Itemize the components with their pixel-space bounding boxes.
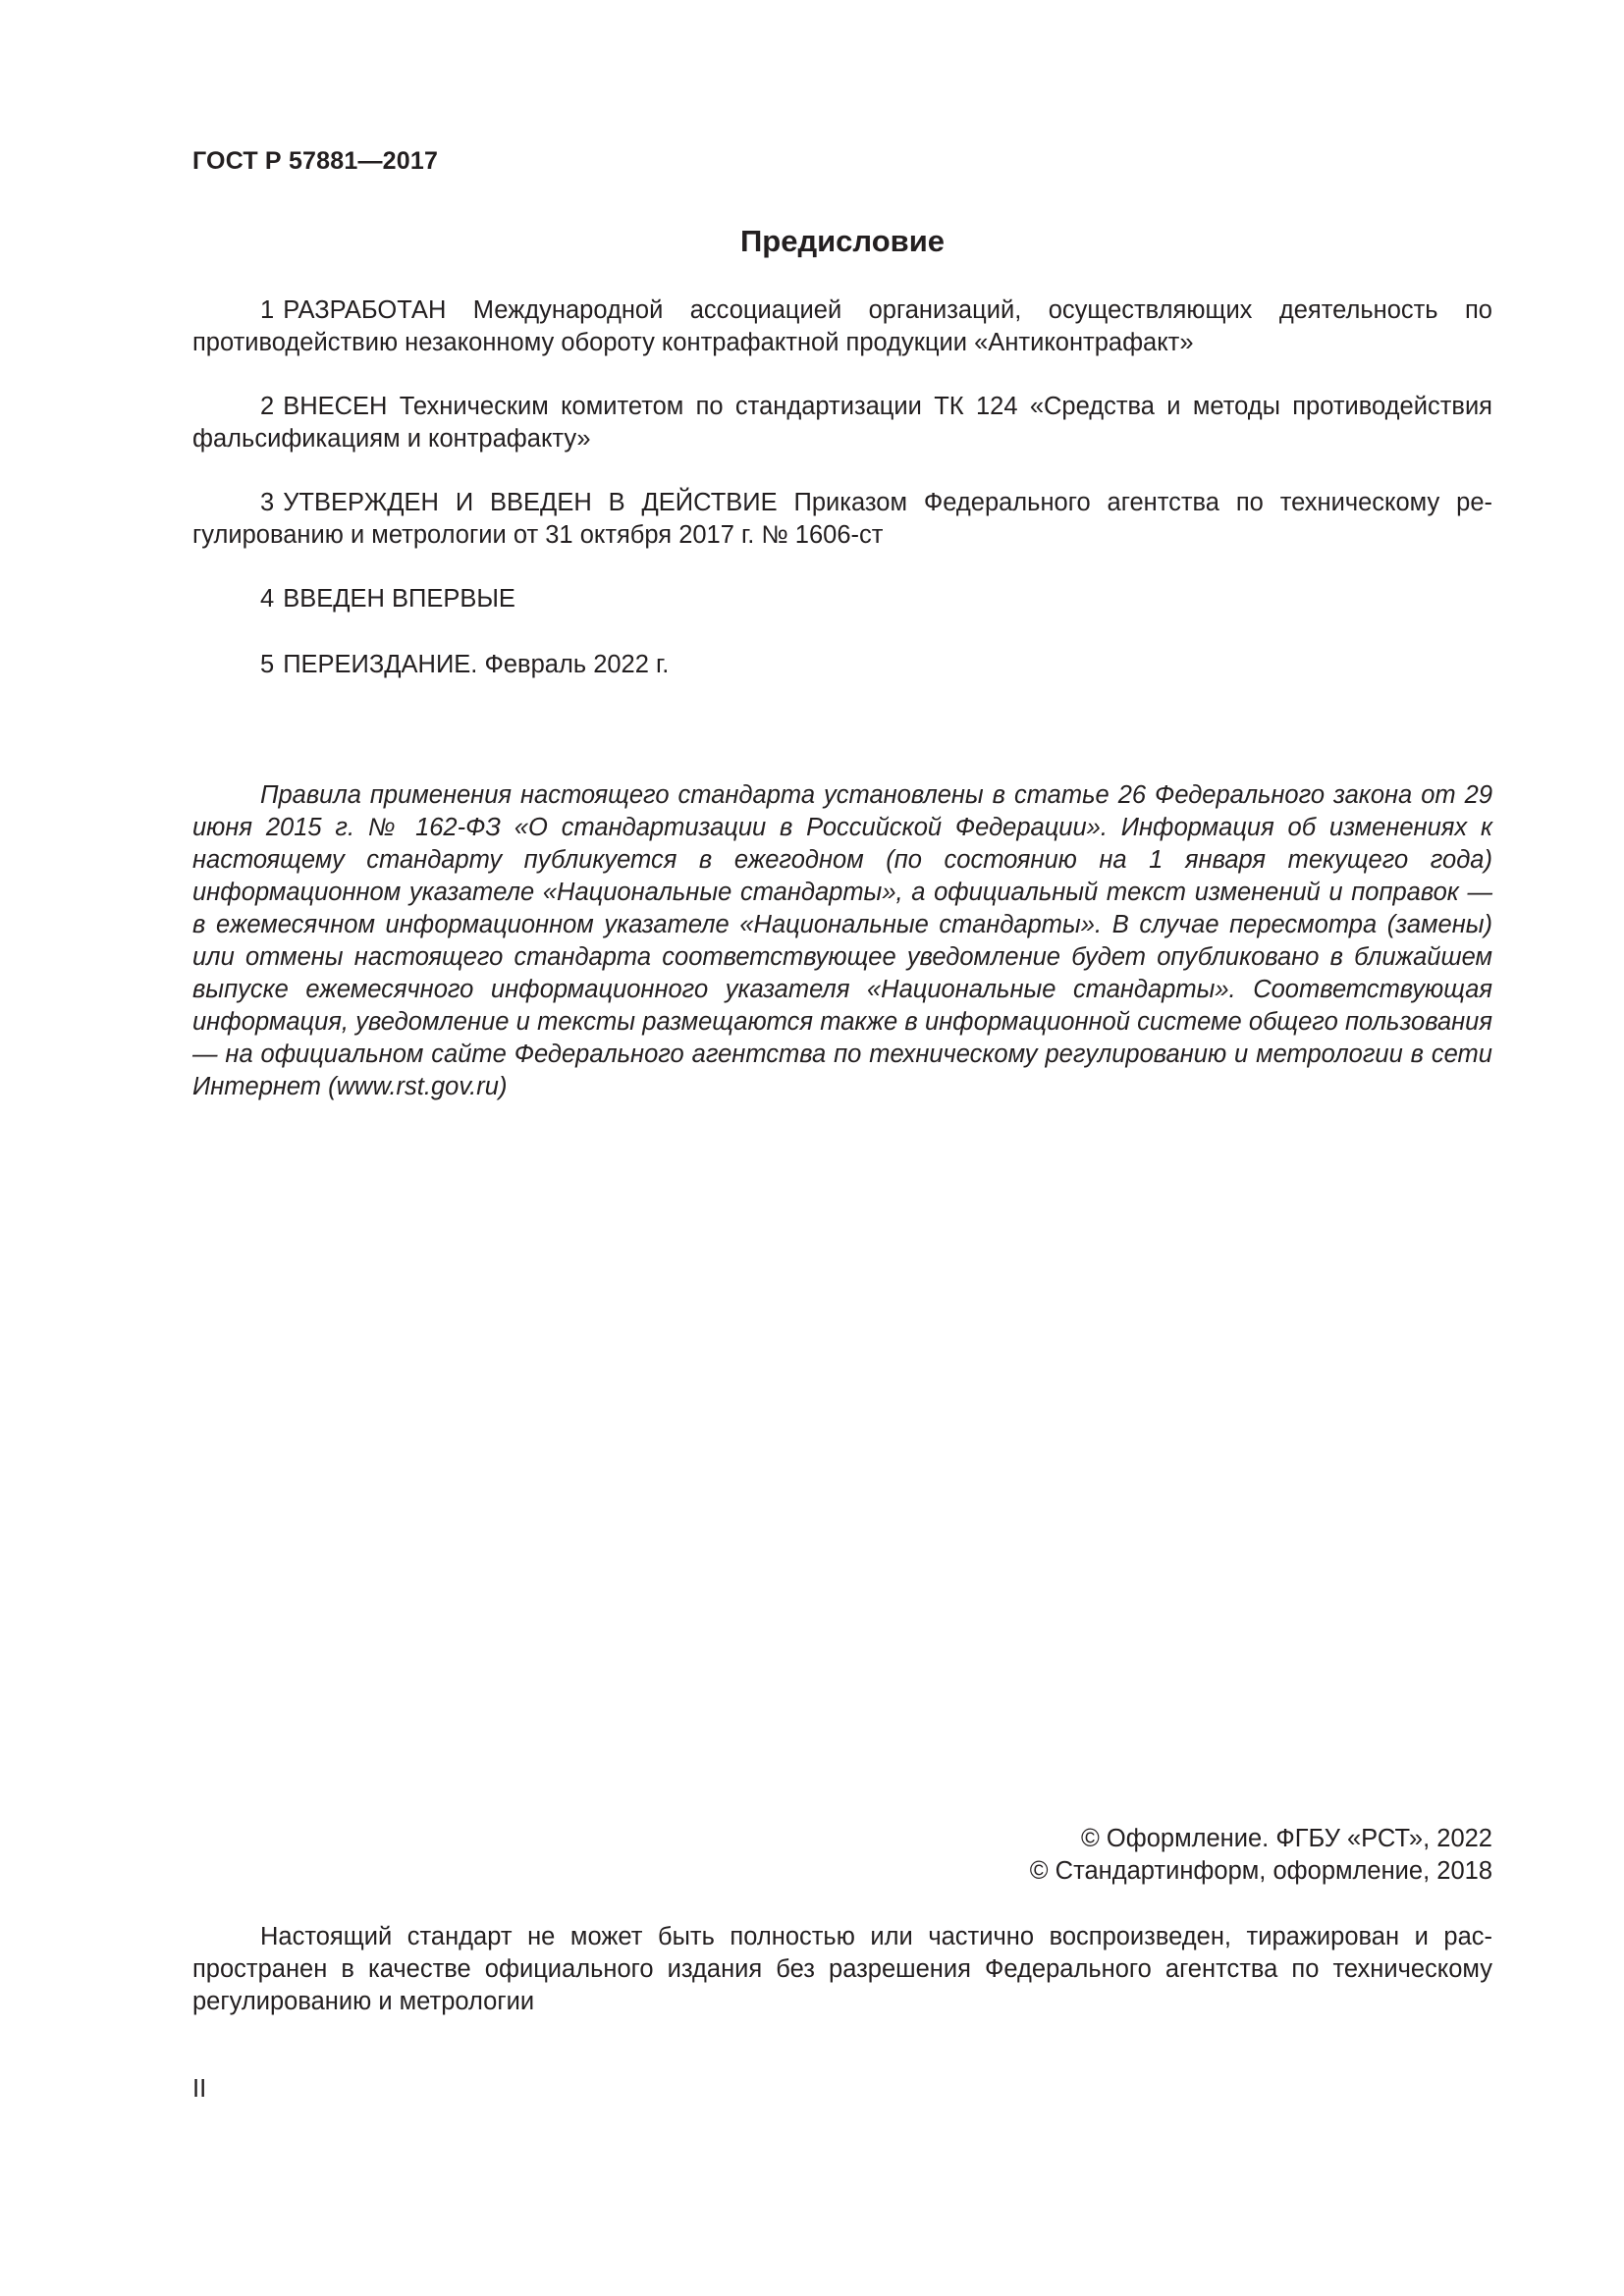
page-title: Предисловие (739, 224, 945, 258)
foreword-item-2 (192, 391, 1492, 455)
item-text: РАЗРАБОТАН Международной ассоциацией организаций, осуществляющих деятельность по противодействию незаконному обороту контрафактной продукции «Антиконтрафакт» (192, 296, 1492, 356)
foreword-item-3 (192, 487, 1492, 552)
item-number: 3 (260, 489, 275, 516)
foreword-item-4 (192, 583, 1492, 615)
item-number: 4 (260, 585, 275, 613)
item-number: 5 (260, 651, 275, 678)
copyright-line-1: © Оформление. ФГБУ «РСТ», 2022 (1081, 1825, 1492, 1852)
reproduction-notice: Настоящий стандарт не может быть полностью или частично воспроизведен, тиражирован и распространен в качестве официального издания без разрешения Федерального агентства по техническому регулированию и метрологии (192, 1923, 1492, 2015)
item-text: ПЕРЕИЗДАНИЕ. Февраль 2022 г. (283, 651, 670, 678)
copyright-line-2: © Стандартинформ, оформление, 2018 (1029, 1857, 1492, 1885)
item-number: 1 (260, 296, 275, 324)
page-number: II (192, 2075, 207, 2103)
item-text: ВВЕДЕН ВПЕРВЫЕ (283, 585, 515, 613)
application-rules-note: Правила применения настоящего стандарта установлены в статье 26 Федерального закона от 29 июня 2015 г. № 162-ФЗ «О стандартизации в Российской Федерации». Информация об изменениях к настоящему стандарту публикуется в ежегодном (по состоянию на 1 января текущего года) информационном указателе «Национальные стандарты», а официальный текст изменений и поправок — в ежемесячном информационном указателе «Национальные стандарты». В случае пересмотра (замены) или отмены настоящего стандарта соответствующее уведомление будет опубликовано в ближайшем выпуске ежемесячного информационного указателя «Национальные стандарты». Соответствующая информация, уведомление и тексты размещаются также в информационной системе общего пользования — на официальном сайте Федерального агентства по техническому регулированию и метрологии в сети Интернет (www.rst.gov.ru) (192, 781, 1492, 1100)
foreword-item-5 (192, 649, 1492, 681)
copyright-block (1030, 1823, 1492, 1888)
item-text: УТВЕРЖДЕН И ВВЕДЕН В ДЕЙСТВИЕ Приказом Федерального агентства по техническому регулированию и метрологии от 31 октября 2017 г. № 1606-ст (192, 489, 1492, 549)
item-number: 2 (260, 393, 275, 420)
foreword-item-1 (192, 294, 1492, 359)
standard-code: ГОСТ Р 57881—2017 (192, 147, 439, 175)
item-text: ВНЕСЕН Техническим комитетом по стандартизации ТК 124 «Средства и методы противодействия фальсификациям и контрафакту» (192, 393, 1492, 453)
